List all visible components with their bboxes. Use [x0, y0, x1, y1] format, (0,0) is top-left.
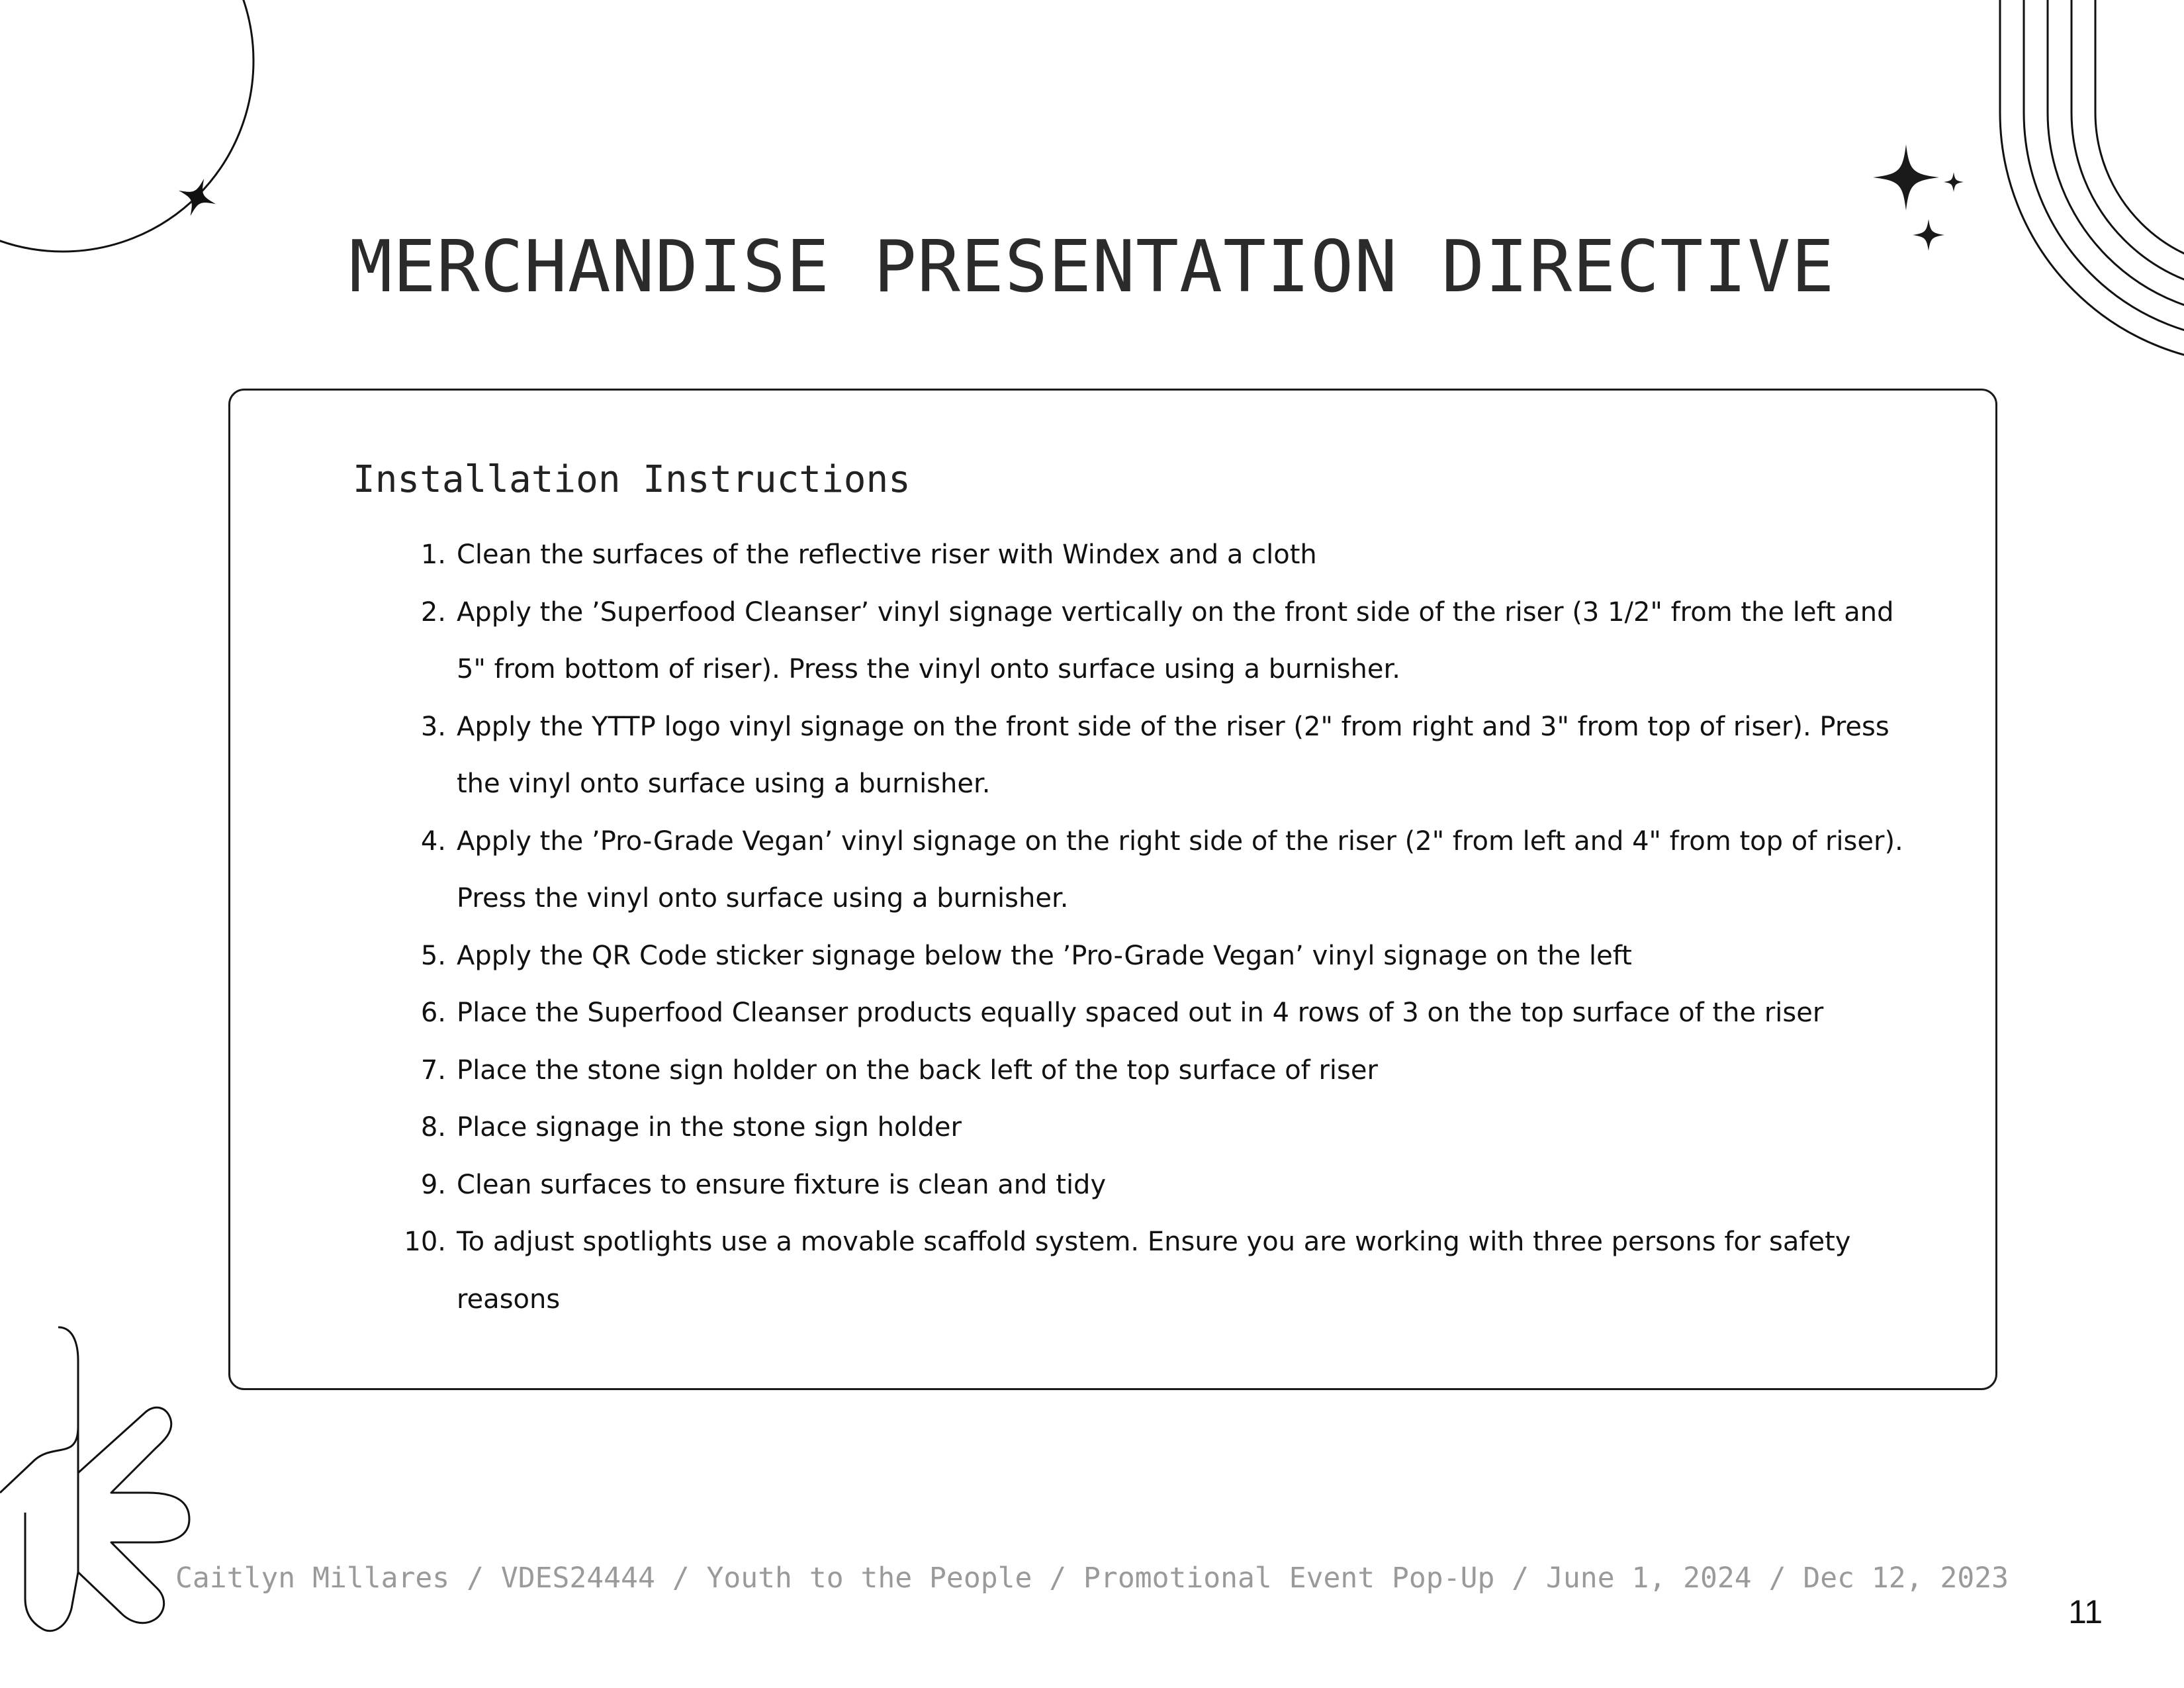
list-item	[402, 698, 1925, 813]
instructions-heading: Installation Instructions	[353, 458, 911, 501]
step-number: 10.	[404, 1227, 446, 1257]
step-number: 4.	[420, 825, 446, 857]
step-text: Clean surfaces to ensure fixture is clean and tidy	[457, 1169, 1107, 1200]
list-item	[402, 584, 1925, 698]
step-text: Place the stone sign holder on the back left of the top surface of riser	[457, 1055, 1378, 1086]
step-text: Apply the YTTP logo vinyl signage on the front side of the riser (2" from right and 3" from top of riser). Press the vinyl onto surface using a burnisher.	[457, 711, 1889, 799]
list-item	[402, 1213, 1925, 1328]
step-number: 2.	[420, 596, 446, 628]
step-number: 5.	[420, 940, 446, 971]
list-item	[402, 1099, 1925, 1156]
step-number: 1.	[420, 539, 446, 570]
step-text: To adjust spotlights use a movable scaffold system. Ensure you are working with three persons for safety reasons	[457, 1227, 1851, 1315]
page-title: MERCHANDISE PRESENTATION DIRECTIVE	[349, 226, 1835, 308]
step-text: Place signage in the stone sign holder	[457, 1112, 962, 1143]
step-text: Apply the QR Code sticker signage below the ’Pro-Grade Vegan’ vinyl signage on the left	[457, 940, 1632, 971]
instructions-list	[402, 526, 1925, 1328]
step-text: Clean the surfaces of the reflective riser with Windex and a cloth	[457, 539, 1317, 570]
step-text: Apply the ’Pro-Grade Vegan’ vinyl signage on the right side of the riser (2" from left and 4" from top of riser). Press the vinyl onto surface using a burnisher.	[457, 825, 1903, 914]
circle-arc-icon	[0, 0, 253, 252]
list-item	[402, 1042, 1925, 1100]
step-text: Apply the ’Superfood Cleanser’ vinyl signage vertically on the front side of the riser (3 1/2" from the left and 5" from bottom of riser). Press the vinyl onto surface using a burnisher.	[457, 596, 1894, 684]
step-number: 7.	[420, 1055, 446, 1086]
list-item	[402, 1156, 1925, 1214]
page-number: 11	[2068, 1593, 2103, 1630]
list-item	[402, 526, 1925, 584]
instructions-card	[228, 389, 1997, 1390]
step-number: 8.	[420, 1112, 446, 1143]
list-item	[402, 927, 1925, 985]
footer-credits: Caitlyn Millares / VDES24444 / Youth to the People / Promotional Event Pop-Up / June 1, 2024 / Dec 12, 2023	[175, 1562, 2009, 1595]
step-text: Place the Superfood Cleanser products equally spaced out in 4 rows of 3 on the top surface of the riser	[457, 998, 1824, 1028]
sparkle-icon	[172, 172, 223, 223]
step-number: 6.	[420, 998, 446, 1028]
step-number: 3.	[420, 711, 446, 742]
step-number: 9.	[420, 1169, 446, 1200]
list-item	[402, 813, 1925, 927]
list-item	[402, 984, 1925, 1042]
